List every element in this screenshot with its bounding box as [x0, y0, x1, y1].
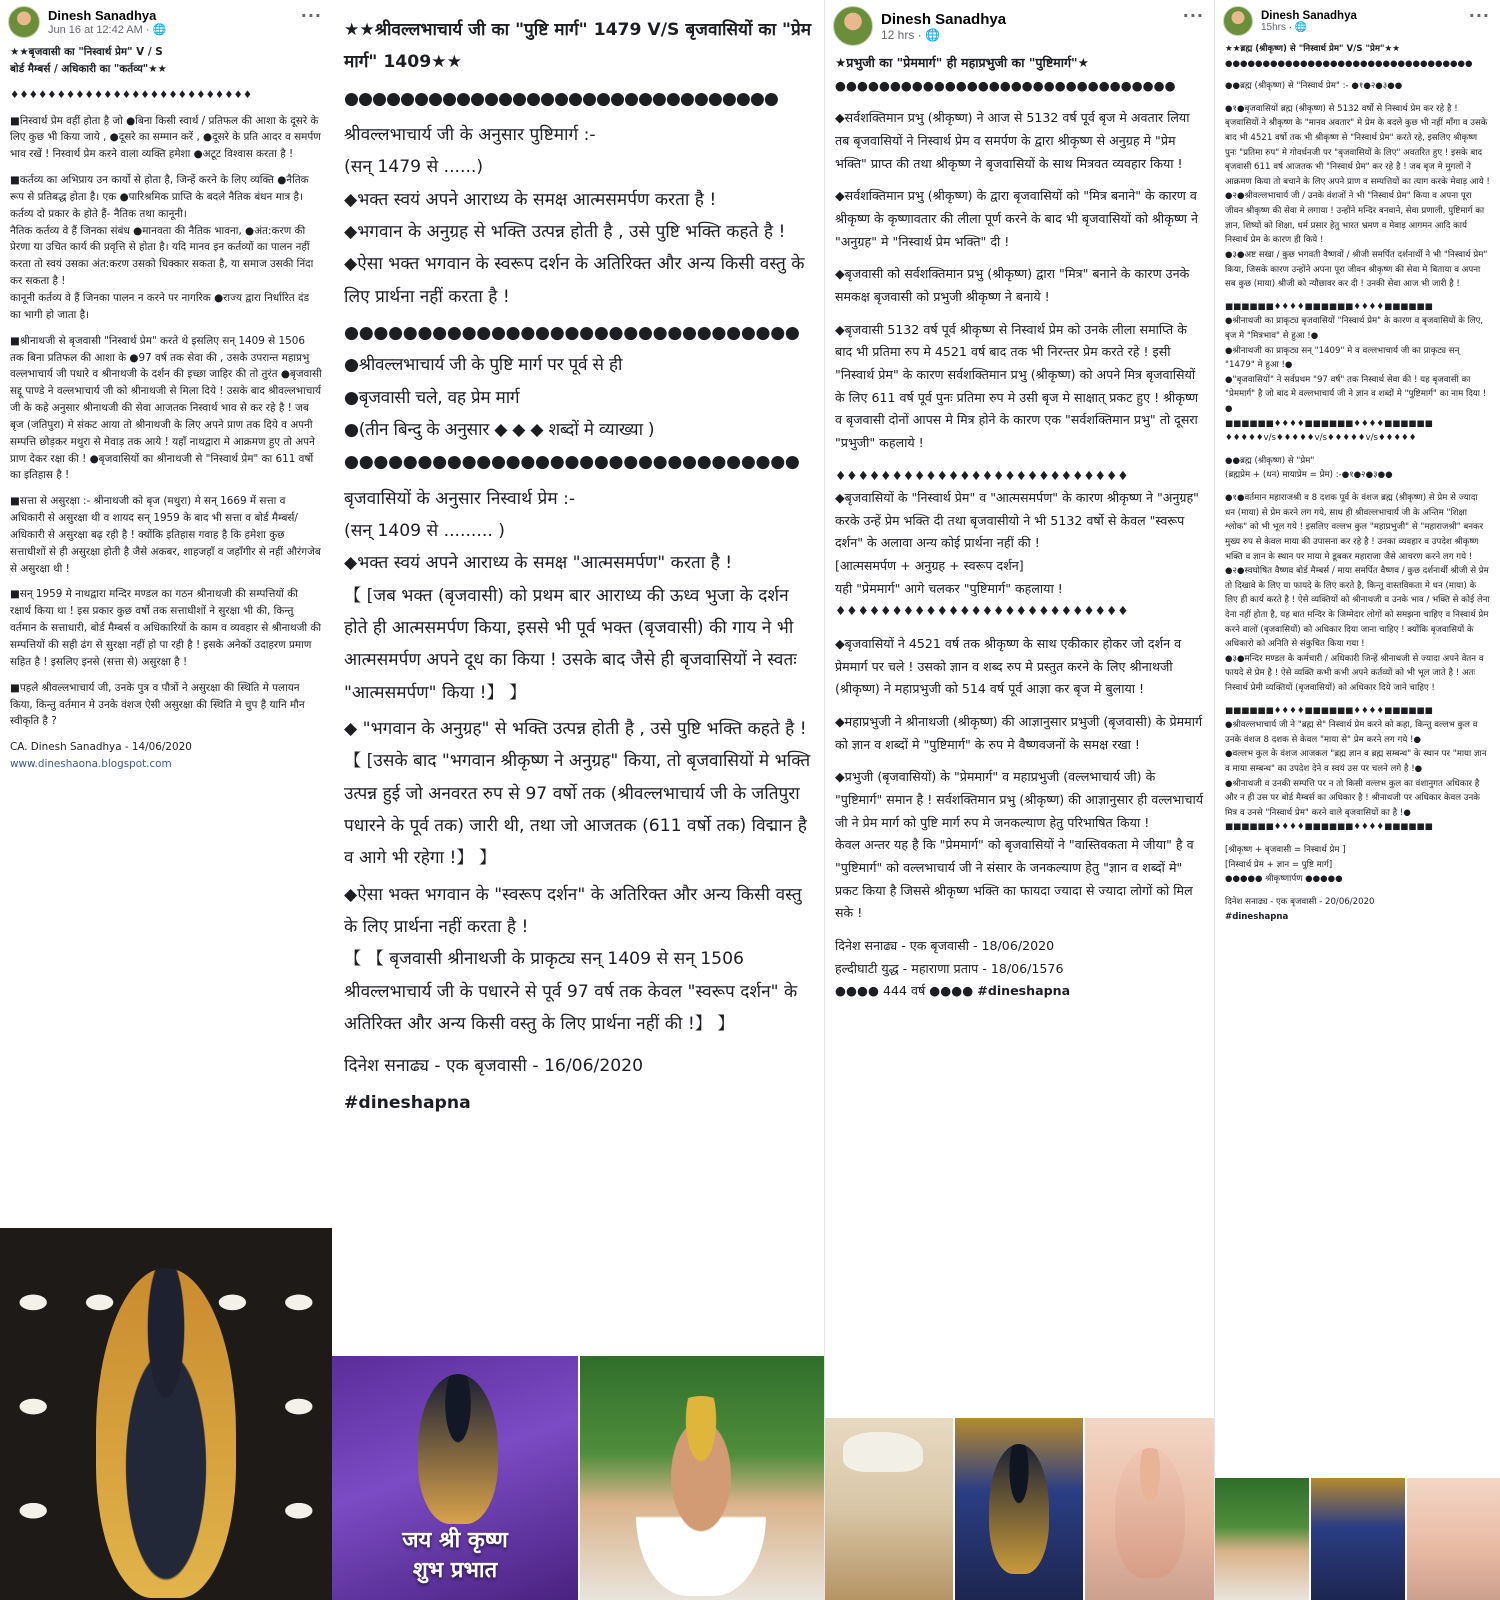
greeting-line-2: शुभ प्रभात	[412, 1558, 498, 1583]
post-body	[825, 50, 1214, 1015]
paragraph: [श्रीकृष्ण + बृजवासी = निस्वार्थ प्रेम ] [निस्वार्थ प्रेम + ज्ञान = पुष्टि मार्ग] ●●●●● श्रीकृष्णार्पण ●●●●●	[1225, 845, 1346, 885]
signature: दिनेश सनाढ्य - एक बृजवासी - 18/06/2020	[835, 937, 1055, 953]
painting-1[interactable]	[825, 1418, 953, 1600]
avatar[interactable]	[8, 6, 40, 38]
avatar[interactable]	[1223, 6, 1253, 36]
divider: ♦♦♦♦♦♦♦♦♦♦♦♦♦♦♦♦♦♦♦♦♦♦♦♦♦♦	[10, 88, 253, 101]
paragraph: ◆सर्वशक्तिमान प्रभु (श्रीकृष्ण) ने आज से 5132 वर्ष पूर्व बृज मे अवतार लिया तब बृजवासियों ने निस्वार्थ प्रेम व समर्पण के द्वारा श्रीकृष्ण से अनुग्रह मे "प्रेम भक्ति" प्राप्त की तथा श्रीकृष्ण ने बृजवासियों के साथ मित्रवत व्यवहार किया !	[835, 110, 1190, 171]
post-title: ★★ब्रह्म (श्रीकृष्ण) से "निस्वार्थ प्रेम" V/S "प्रेम"★★	[1225, 44, 1400, 54]
paragraph: ♦♦♦♦♦♦♦♦♦♦♦♦♦♦♦♦♦♦♦♦♦♦♦♦♦♦ ◆बृजवासियों के "निस्वार्थ प्रेम" व "आत्मसमर्पण" के कारण श्रीकृष्ण ने "अनुग्रह" करके उन्हें प्रेम भक्ति दी तथा बृजवासीयो ने भी 5132 वर्षो से केवल "स्वरूप दर्शन" के अलावा अन्य कोई प्रार्थना नहीं की ! [आत्मसमर्पण + अनुग्रह + स्वरूप दर्शन] यही "प्रेममार्ग" आगे चलकर "पुष्टिमार्ग" कहलाया ! ♦♦♦♦♦♦♦♦♦♦♦♦♦♦♦♦♦♦♦♦♦♦♦♦♦♦	[835, 467, 1199, 619]
paragraph: ■■■■■■♦♦♦♦■■■■■■♦♦♦♦■■■■■■ ●श्रीवल्लभाचार्य जी ने "ब्रह्म से" निस्वार्थ प्रेम करने को कहा, किन्तु वल्लभ कुल व उनके वंशज 8 दशक से केवल "माया से" प्रेम करने लग गये !● ●वल्लभ कुल के वंशज आजकल "ब्रह्म ज्ञान व ब्रह्म सम्बन्ध" के स्थान पर "माया ज्ञान व माया सम्बन्ध" का उपदेश देने व स्वयं उस पर चलने लगे है !● ●श्रीनाथजी व उनकी सम्पत्ति पर न तो किसी वल्लभ कुल का वंशानुगत अधिकार है और न ही उस पर बोर्ड मैम्बर्स का अधिकार है ! श्रीनाथजी पर अधिकार केवल उनके मित्र व उनसे "निस्वार्थ प्रेम" करने वाले बृजवासियों का है !● ■■■■■■♦♦♦♦■■■■■■♦♦♦♦■■■■■■	[1225, 705, 1487, 833]
painting-thumbnail-1[interactable]	[1311, 1478, 1405, 1600]
selfie-photo[interactable]	[580, 1356, 824, 1600]
paragraph: ●●●●●●●●●●●●●●●●●●●●●●●●●●●●●●● ●श्रीवल्लभाचार्य जी के पुष्टि मार्ग पर पूर्व से ही ●बृजवासी चले, वह प्रेम मार्ग ●(तीन बिन्दु के अनुसार ◆ ◆ ◆ शब्दों मे व्याख्या ) ●●●●●●●●●●●●●●●●●●●●●●●●●●●●●●●	[344, 322, 800, 473]
more-options-icon[interactable]: ···	[1182, 6, 1204, 25]
hashtag[interactable]: #dineshapna	[344, 1092, 471, 1113]
signature-line-3: ●●●● 444 वर्ष ●●●● #dineshapna	[835, 983, 1071, 999]
post-2	[332, 0, 824, 1600]
person-figure	[636, 1396, 766, 1596]
painting-3[interactable]	[1085, 1418, 1214, 1600]
greeting-line-1: जय श्री कृष्ण	[402, 1528, 508, 1553]
paragraph: ■■■■■■♦♦♦♦■■■■■■♦♦♦♦■■■■■■ ●श्रीनाथजी का प्राकृट्य बृजवासियों "निस्वार्थ प्रेम" के कारण व बृजवासियों के लिए, बृज मे "मित्रभाव" से हुआ !● ●श्रीनाथजी का प्राकृट्य सन् "1409" मे व वल्लभाचार्य जी का प्राकृट्य सन् "1479" मे हुआ !● ●"बृजवासियों" ने सर्वप्रथम "97 वर्ष" तक निस्वार्थ सेवा की ! यह बृजवासी का "प्रेममार्ग" है जो बाद मे वल्लभाचार्य जी ने ज्ञान व शब्दों मे "पुष्टिमार्ग" का नाम दिया !● ■■■■■■♦♦♦♦■■■■■■♦♦♦♦■■■■■■ ♦♦♦♦♦v/s♦♦♦♦♦v/s♦♦♦♦♦v/s♦♦♦♦♦	[1225, 301, 1487, 444]
divider: ●●●●●●●●●●●●●●●●●●●●●●●●●●●●●●●●●	[1225, 58, 1473, 69]
paragraph: ◆ "भगवान के अनुग्रह" से भक्ति उत्पन्न होती है , उसे पुष्टि भक्ति कहते है ! 【 [उसके बाद "भगवान श्रीकृष्ण ने अनुग्रह" किया, तो बृजवासियों मे भक्ति उत्पन्न हुई जो अनवरत रुप से 97 वर्षो तक (श्रीवल्लभाचार्य जी के जतिपुरा पधारने के पूर्व तक) जारी थी, तथा जो आजतक (611 वर्षो तक) विद्मान है व आगे भी रहेगा !】 】	[344, 718, 811, 869]
avatar[interactable]	[833, 6, 873, 46]
post-time[interactable]: 15hrs · 🌐	[1261, 21, 1308, 33]
post-time[interactable]: 12 hrs · 🌐	[881, 27, 940, 42]
paragraph: ■सत्ता से असुरक्षा :- श्रीनाथजी को बृज (मथुरा) मे सन् 1669 में सत्ता व अधिकारी से असुरक्षा थी व शायद सन् 1959 के बाद भी सत्ता व बोर्ड मैम्बर्स/अधिकारी से असुरक्षा बढ़ रही है ! क्योंकि इतिहास गवाह है कि हमेशा कुछ सत्ताधीशों से ही असुरक्षा होती है जैसे अकबर, शाहजहाँ व जहाँगीर से नहीं औरंगजेब से असुरक्षा थी !	[10, 495, 321, 575]
shrinathji-figure	[989, 1444, 1049, 1574]
signature: दिनेश सनाढ्य - एक बृजवासी - 20/06/2020	[1225, 896, 1375, 907]
author-name[interactable]: Dinesh Sanadhya	[881, 10, 1007, 28]
idol-figure	[96, 1268, 236, 1598]
idol-photo[interactable]	[0, 1228, 332, 1600]
paragraph: ■श्रीनाथजी से बृजवासी "निस्वार्थ प्रेम" करते थे इसलिए सन् 1409 से 1506 तक बिना प्रतिफल की आशा के ●97 वर्ष तक सेवा की , उसके उपरान्त महाप्रभु वल्लभाचार्य जी पधारे व श्रीनाथजी के दर्शन की इच्छा जाहिर की तो तुरंत ●बृजवासी सद्दू पाण्डे ने वल्लभाचार्य जी को श्रीनाथजी से मिला दिये ! उसके बाद श्रीवल्लभाचार्य जी के कहे अनुसार श्रीनाथजी की सेवा आजतक निस्वार्थ भाव से कर रहे है ! जब बृज (जतिपुरा) मे संकट आया तो श्रीनाथजी के लिए अपने प्राण तक दिये व अपनी सम्पत्ति छोड़कर मथुरा से मेवाड़ तक आये ! यहाँ नाथद्वारा मे आक्रमण हुए तो अपने प्राण देकर रक्षा की ! ●बृजवासियों का श्रीनाथजी से "निस्वार्थ प्रेम" का 611 वर्षो का इतिहास है !	[10, 334, 322, 482]
paragraph: ●●ब्रह्म (श्रीकृष्ण) से "प्रेम" (ब्रह्मप्रेम + (धन) मायाप्रेम = प्रेम) :-●१●२●३●●	[1225, 455, 1393, 481]
paragraph: बृजवासियों के अनुसार निस्वार्थ प्रेम :- (सन् 1409 से ......... ) ◆भक्त स्वयं अपने आराध्य के समक्ष "आत्मसमर्पण" करता है ! 【 [जब भक्त (बृजवासी) को प्रथम बार आराध्य की ऊध्व भुजा के दर्शन होते ही आत्मसमर्पण किया, इससे भी पूर्व भक्त (बृजवासी) की गाय ने भी आत्मसमर्पण अपने दूध का किया ! उसके बाद जैसे ही बृजवासियों ने स्वतः "आत्मसमर्पण" किया !】 】	[344, 488, 797, 703]
paragraph: ■कर्तव्य का अभिप्राय उन कार्यो से होता है, जिन्हें करने के लिए व्यक्ति ●नैतिक रूप से प्रतिबद्ध होता है। एक ●पारिश्रमिक प्राप्ति के बदले नैतिक बंधन मात्र है। कर्तव्य दो प्रकार के होते हैं- नैतिक तथा कानूनी। नैतिक कर्तव्य वे हैं जिनका संबंध ●मानवता की नैतिक भावना, ●अंत:करण की प्रेरणा या उचित कार्य की प्रवृत्ति से होता है। यदि मानव इन कर्तव्यों का पालन नहीं करता तो स्वयं उसका अंत:करण उसको धिक्कार सकता है, या समाज उसकी निंदा कर सकता है ! कानूनी कर्तव्य वे हैं जिनका पालन न करने पर नागरिक ●राज्य द्वारा निर्धारित दंड का भागी हो जाता है।	[10, 174, 314, 321]
divider: ●●●●●●●●●●●●●●●●●●●●●●●●●●●●●●●	[835, 77, 1176, 93]
paragraph: ◆ऐसा भक्त भगवान के "स्वरूप दर्शन" के अतिरिक्त और अन्य किसी वस्तु के लिए प्रार्थना नहीं करता है ! 【 【 बृजवासी श्रीनाथजी के प्राकृट्य सन् 1409 से सन् 1506 श्रीवल्लभाचार्य जी के पधारने से पूर्व 97 वर्ष तक केवल "स्वरूप दर्शन" के अतिरिक्त और अन्य किसी वस्तु के लिए प्रार्थना नहीं की !】 】	[344, 884, 802, 1034]
post-title: ★★बृजवासी का "निस्वार्थ प्रेम" V / S बोर्ड मैम्बर्स / अधिकारी का "कर्तव्य"★★	[10, 46, 167, 75]
post-time[interactable]: Jun 16 at 12:42 AM · 🌐	[48, 24, 167, 36]
painting-2[interactable]	[955, 1418, 1083, 1600]
hashtag[interactable]: #dineshapna	[977, 983, 1071, 999]
post-body	[1215, 40, 1500, 934]
krishna-figure	[418, 1374, 498, 1524]
post-4	[1214, 0, 1500, 1600]
globe-icon: 🌐	[925, 27, 940, 42]
post-header	[1215, 0, 1500, 40]
paragraph: ●१●बृजवासियों ब्रह्म (श्रीकृष्ण) से 5132 वर्षो से निस्वार्थ प्रेम कर रहे है ! बृजवासियों ने श्रीकृष्ण के "मानव अवतार" मे प्रेम के बदले कुछ भी नहीं माँगा व उसके बाद भी 4521 वर्षो तक भी श्रीकृष्ण से "निस्वार्थ प्रेम" करते रहे, इसलिए श्रीकृष्ण पुनः "प्रतिमा रुप" मे गोवर्धनजी पर "बृजवासियों के लिए" अवतरित हुए ! इसके बाद बृजवासी 611 वर्ष आजतक भी "निस्वार्थ प्रेम" कर रहे है ! जब बृज मे मुगलों ने आक्रमण किया तो बचाने के लिए अपने प्राण व सम्पत्तियों का त्याग करके मेवाड़ आये ! ●२●श्रीवल्लभाचार्य जी / उनके वंशजों ने भी "निस्वार्थ प्रेम" किया व अपना पूरा जीवन श्रीकृष्ण की सेवा मे लगाया ! उन्होंने मन्दिर बनवाने, सेवा प्रणाली, पुष्टिमार्ग का ज्ञान, शिष्यों को शिक्षा, धर्म प्रसार हेतु भारत भ्रमण व मेवाड़ आगमन आदि कार्य निस्वार्थ प्रेम के कारण ही किये ! ●३●अष्ट सखा / कुछ भगवती वैष्णवों / श्रीजी समर्पित दर्शनार्थी ने भी "निस्वार्थ प्रेम" किया, जिसके कारण उन्होंने अपना पूरा जीवन श्रीकृष्ण की सेवा मे बिताया व अपना सब कुछ (माया) श्रीजी को न्यौछावर कर दी ! उनकी सेवा आज भी जारी है !	[1225, 103, 1490, 290]
greeting-image[interactable]	[332, 1356, 578, 1600]
post-header	[0, 0, 332, 42]
paragraph: ■सन् 1959 मे नाथद्वारा मन्दिर मण्डल का गठन श्रीनाथजी की सम्पत्तियों की रक्षार्थ किया था ! इस प्रकार कुछ वर्षो तक सत्ताधीशों ने सुरक्षा भी की, किन्तु वर्तमान के सत्ताधारी, बोर्ड मैम्बर्स व अधिकारियों के काम व व्यवहार से श्रीनाथजी की सम्पत्तियों की सही ढंग से सुरक्षा नहीं हो पा रही है ! इसके अनेकों उदाहरण प्रमाण सहित है ! इसलिए इनसे (सत्ता से) असुरक्षा है !	[10, 588, 322, 668]
signature-line-2: हल्दीघाटी युद्ध - महाराणा प्रताप - 18/06/1576	[835, 960, 1064, 976]
selfie-thumbnail[interactable]	[1215, 1478, 1309, 1600]
signature: दिनेश सनाढ्य - एक बृजवासी - 16/06/2020	[344, 1056, 644, 1077]
post-body	[0, 42, 332, 784]
post-title: ★★श्रीवल्लभाचार्य जी का "पुष्टि मार्ग" 1479 V/S बृजवासियों का "प्रेम मार्ग" 1409★★	[344, 20, 812, 73]
paragraph: ◆प्रभुजी (बृजवासियों) के "प्रेममार्ग" व महाप्रभुजी (वल्लभाचार्य जी) के "पुष्टिमार्ग" समान है ! सर्वशक्तिमान प्रभु (श्रीकृष्ण) की आज्ञानुसार ही वल्लभाचार्य जी ने प्रेम मार्ग को पुष्टि मार्ग रुप मे जनकल्याण हेतु परिभाषित किया ! केवल अन्तर यह है कि "प्रेममार्ग" को बृजवासियों ने "वास्तिवकता मे जीया" है व "पुष्टिमार्ग" को वल्लभाचार्य जी ने संसार के जनकल्याण हेतु "ज्ञान व शब्दों मे" प्रकट किया है जिससे श्रीकृष्ण भक्ति का फायदा ज्यादा से ज्यादा लोगों को मिल सके !	[835, 769, 1204, 921]
painting-thumbnail-2[interactable]	[1407, 1478, 1500, 1600]
paragraph: ◆बृजवासी को सर्वशक्तिमान प्रभु (श्रीकृष्ण) द्वारा "मित्र" बनाने के कारण उनके समकक्ष बृजवासी को प्रभुजी श्रीकृष्ण ने बनाये !	[835, 266, 1190, 304]
post-body	[332, 0, 824, 1119]
post-header	[825, 0, 1214, 50]
globe-icon: 🌐	[152, 24, 167, 36]
post-1	[0, 0, 332, 1600]
post-title: ★प्रभुजी का "प्रेममार्ग" ही महाप्रभुजी का "पुष्टिमार्ग"★	[835, 55, 1089, 70]
divider: ●●●●●●●●●●●●●●●●●●●●●●●●●●●●●●●	[344, 88, 778, 109]
cow-figure	[843, 1432, 923, 1472]
paragraph: ■पहले श्रीवल्लभाचार्य जी, उनके पुत्र व पौत्रों ने असुरक्षा की स्थिति मे पलायन किया, किन्तु वर्तमान मे उनके वंशज ऐसी असुरक्षा की स्थिति मे चुप है यानि मौन स्वीकृति है ?	[10, 681, 305, 728]
author-name[interactable]: Dinesh Sanadhya	[1261, 9, 1357, 22]
paragraph: श्रीवल्लभाचार्य जी के अनुसार पुष्टिमार्ग :- (सन् 1479 से ......) ◆भक्त स्वयं अपने आराध्य के समक्ष आत्मसमर्पण करता है ! ◆भगवान के अनुग्रह से भक्ति उत्पन्न होती है , उसे पुष्टि भक्ति कहते है ! ◆ऐसा भक्त भगवान के स्वरूप दर्शन के अतिरिक्त और अन्य किसी वस्तु के लिए प्रार्थना नहीं करता है !	[344, 124, 805, 307]
acharya-figure	[1115, 1448, 1185, 1578]
more-options-icon[interactable]: ···	[300, 6, 322, 25]
author-name[interactable]: Dinesh Sanadhya	[48, 8, 157, 23]
paragraph: ■निस्वार्थ प्रेम वहीं होता है जो ●बिना किसी स्वार्थ / प्रतिफल की आशा के दूसरे के लिए कुछ भी किया जाये , ●दूसरे का सम्मान करें , ●दूसरे के प्रति आदर व समर्पण भाव रखें ! निस्वार्थ प्रेम करने वाला व्यक्ति हमेशा ●अटूट विश्वास करता है !	[10, 114, 321, 161]
hashtag[interactable]: #dineshapna	[1225, 911, 1289, 922]
more-options-icon[interactable]: ···	[1468, 6, 1490, 25]
paragraph: ◆महाप्रभुजी ने श्रीनाथजी (श्रीकृष्ण) की आज्ञानुसार प्रभुजी (बृजवासी) के प्रेममार्ग को ज्ञान व शब्दों मे "पुष्टिमार्ग" के रुप मे वैष्णवजनों के समक्ष रखा !	[835, 714, 1203, 752]
paragraph: ●१●वर्तमान महाराजश्री व 8 दशक पूर्व के वंशज ब्रह्म (श्रीकृष्ण) से प्रेम से ज्यादा धन (माया) से प्रेम करने लग गये, साथ ही श्रीवल्लभाचार्य जी के अन्तिम "शिक्षा श्लोक" को भी भूल गये ! इसलिए वल्लभ कुल "महाप्रभुजी" से "महाराजश्री" बनकर मुख्य रुप से केवल माया की उपासना कर रहे है ! उनका व्यवहार व उपदेश श्रीकृष्ण भक्ति व ज्ञान के स्थान पर माया मे डूबकर महाराजा जैसे आचरण करने लग गये ! ●२●स्वघोषित वैष्णव बोर्ड मैम्बर्स / माया समर्पित वैष्णव / कुछ दर्शनार्थी श्रीजी से प्रेम तो दिखावे के लिए या फायदे के लिए करते है, किन्तु वास्तविकता मे धन (माया) के लिए ही कार्य करते है ! ऐसे व्यक्तियों को श्रीनाथजी व उनके भाव / भक्ति से कोई लेना देना नहीं होता है, यह बात मन्दिर के जिम्मेदार लोगों को समझना चाहिए व निस्वार्थ प्रेम करने वालों (बृजवासियों) को अधिकार दिया जाना चाहिए ! क्योंकि बृजवासियों के अधिकारो को अनिति से संकुचित किया गया ! ●३●मन्दिर मण्डल के कर्मचारी / अधिकारी जिन्हें श्रीनाथजी से ज्यादा अपने वेतन व फायदे से प्रेम है ! ऐसे व्यक्ति कभी कभी अपने कर्तव्यों को भी भूल जाते है ! अतः निस्वार्थ प्रेमी व्यक्तियों (बृजवासियों) को अधिकार दिये जाने चाहिए !	[1225, 493, 1490, 693]
paragraph: ◆सर्वशक्तिमान प्रभु (श्रीकृष्ण) के द्वारा बृजवासियों को "मित्र बनाने" के कारण व श्रीकृष्ण के कृष्णावतार की लीला पूर्ण करने के बाद भी बृजवासियों को श्रीकृष्ण ने "अनुग्रह" मे "निस्वार्थ प्रेम भक्ति" दी !	[835, 188, 1199, 249]
globe-icon: 🌐	[1294, 21, 1308, 33]
post-3	[824, 0, 1214, 1600]
signature: CA. Dinesh Sanadhya - 14/06/2020	[10, 741, 192, 754]
blog-link[interactable]: www.dineshaona.blogspot.com	[10, 758, 172, 771]
paragraph: ◆बृजवासी 5132 वर्ष पूर्व श्रीकृष्ण से निस्वार्थ प्रेम को उनके लीला समाप्ति के बाद भी प्रतिमा रुप मे 4521 वर्ष बाद तक भी निरन्तर प्रेम करते रहे ! इसी "निस्वार्थ प्रेम" के कारण सर्वशक्तिमान प्रभु (श्रीकृष्ण) को अपने मित्र बृजवासियों के लिए 611 वर्ष पूर्व पुनः प्रतिमा रुप मे उसी बृज मे साक्षात् प्रकट हुए ! श्रीकृष्ण व बृजवासी दोनों आपस मे मित्र होने के कारण एक "सर्वशक्तिमान प्रभु" तो दूसरा "प्रभुजी" कहलाये !	[835, 321, 1199, 450]
paragraph: ●●ब्रह्म (श्रीकृष्ण) से "निस्वार्थ प्रेम" :- ●१●२●३●●	[1225, 81, 1403, 92]
paragraph: ◆बृजवासियों ने 4521 वर्ष तक श्रीकृष्ण के साथ एकीकार होकर जो दर्शन व प्रेममार्ग पर चले ! उसको ज्ञान व शब्द रुप मे प्रस्तुत करने के लिए श्रीनाथजी (श्रीकृष्ण) ने महाप्रभुजी को 514 वर्ष पूर्व आज्ञा कर बृज मे बुलाया !	[835, 636, 1182, 697]
